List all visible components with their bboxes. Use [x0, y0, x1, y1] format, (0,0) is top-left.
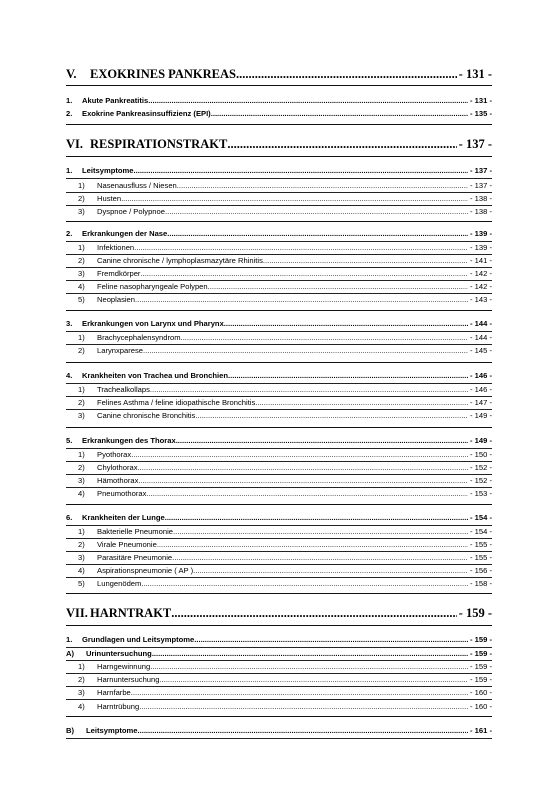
divider — [66, 156, 492, 157]
page-number: - 152 - — [470, 476, 492, 485]
dot-leader — [150, 661, 468, 673]
toc-item[interactable] — [66, 180, 492, 192]
toc-item[interactable] — [66, 674, 492, 686]
page-number: - 154 - — [470, 513, 492, 522]
entry-number: 2. — [66, 229, 73, 238]
page-number: - 146 - — [470, 385, 492, 394]
item-title: Harnuntersuchung — [97, 675, 160, 684]
dot-leader — [121, 193, 468, 205]
dot-leader — [165, 512, 468, 524]
toc-item[interactable] — [66, 565, 492, 577]
dot-leader — [135, 294, 468, 306]
dot-leader — [193, 565, 468, 577]
dot-leader — [140, 268, 468, 280]
dot-leader — [131, 687, 468, 699]
dot-leader — [227, 137, 456, 152]
dot-leader — [139, 701, 468, 713]
dot-leader — [194, 634, 468, 646]
toc-entry[interactable] — [66, 648, 492, 660]
toc-entry[interactable] — [66, 634, 492, 646]
item-number: 1) — [78, 181, 85, 190]
toc-item[interactable] — [66, 242, 492, 254]
dot-leader — [255, 397, 468, 409]
entry-number: B) — [66, 726, 75, 735]
dot-leader — [176, 435, 468, 447]
toc-item[interactable] — [66, 488, 492, 500]
toc-item[interactable] — [66, 255, 492, 267]
item-number: 2) — [78, 398, 85, 407]
entry-number: 6. — [66, 513, 73, 522]
item-title: Pneumothorax — [97, 489, 147, 498]
dot-leader — [138, 462, 469, 474]
divider — [66, 625, 492, 626]
toc-item[interactable] — [66, 384, 492, 396]
item-number: 2) — [78, 463, 85, 472]
toc-entry[interactable] — [66, 725, 492, 737]
page-number: - 159 - — [470, 635, 492, 644]
dot-leader — [152, 648, 468, 660]
item-number: 3) — [78, 269, 85, 278]
toc-entry[interactable] — [66, 228, 492, 240]
divider — [66, 124, 492, 125]
page-number: - 159 - — [470, 662, 492, 671]
item-title: Harnfarbe — [97, 688, 131, 697]
dot-leader — [167, 228, 468, 240]
item-number: 2) — [78, 346, 85, 355]
item-number: 4) — [78, 282, 85, 291]
page-number: - 159 - — [470, 649, 492, 658]
toc-item[interactable] — [66, 206, 492, 218]
item-title: Infektionen — [97, 243, 135, 252]
item-number: 1) — [78, 662, 85, 671]
item-number: 4) — [78, 489, 85, 498]
toc-item[interactable] — [66, 410, 492, 422]
item-number: 4) — [78, 566, 85, 575]
dot-leader — [224, 318, 468, 330]
page-number: - 160 - — [470, 702, 492, 711]
item-number: 5) — [78, 579, 85, 588]
divider — [66, 699, 492, 700]
entry-number: 4. — [66, 371, 73, 380]
divider — [66, 362, 492, 363]
toc-entry[interactable] — [66, 165, 492, 177]
toc-entry[interactable] — [66, 512, 492, 524]
dot-leader — [173, 526, 468, 538]
page-number: - 160 - — [470, 688, 492, 697]
item-title: Bakterielle Pneumonie — [97, 527, 173, 536]
entry-title: Krankheiten der Lunge — [82, 513, 165, 522]
page-number: - 149 - — [470, 411, 492, 420]
chapter-number: VI. — [66, 137, 84, 151]
toc-chapter-v[interactable] — [66, 67, 492, 82]
dot-leader — [141, 578, 468, 590]
item-title: Aspirationspneumonie ( AP ) — [97, 566, 194, 575]
item-number: 1) — [78, 450, 85, 459]
divider — [66, 738, 492, 739]
item-number: 2) — [78, 256, 85, 265]
page-number: - 153 - — [470, 489, 492, 498]
dot-leader — [137, 725, 468, 737]
item-title: Virale Pneumonie — [97, 540, 157, 549]
divider — [66, 310, 492, 311]
entry-title: Grundlagen und Leitsymptome — [82, 635, 195, 644]
item-title: Parasitäre Pneumonie — [97, 553, 173, 562]
item-number: 2) — [78, 675, 85, 684]
divider — [66, 427, 492, 428]
page-number: - 143 - — [470, 295, 492, 304]
item-number: 1) — [78, 333, 85, 342]
item-title: Feline nasopharyngeale Polypen — [97, 282, 208, 291]
item-title: Felines Asthma / feline idiopathische Bronchitis — [97, 398, 256, 407]
toc-item[interactable] — [66, 552, 492, 564]
divider — [66, 178, 492, 179]
divider — [66, 504, 492, 505]
page-number: - 139 - — [470, 243, 492, 252]
page-number: - 161 - — [470, 726, 492, 735]
dot-leader — [228, 370, 468, 382]
dot-leader — [159, 674, 468, 686]
toc-chapter-vi[interactable] — [66, 137, 492, 152]
entry-title: Krankheiten von Trachea und Bronchien — [82, 371, 228, 380]
page-number: - 137 - — [470, 181, 492, 190]
toc-chapter-vii[interactable] — [66, 606, 492, 621]
item-title: Brachycephalensyndrom — [97, 333, 181, 342]
toc-entry[interactable] — [66, 435, 492, 447]
chapter-title: HARNTRAKT — [90, 606, 172, 620]
toc-item[interactable] — [66, 332, 492, 344]
dot-leader — [146, 488, 468, 500]
page-number: - 159 - — [458, 606, 492, 620]
entry-number: A) — [66, 649, 75, 658]
page-number: - 142 - — [470, 269, 492, 278]
item-title: Fremdkörper — [97, 269, 141, 278]
dot-leader — [172, 552, 468, 564]
entry-number: 1. — [66, 96, 73, 105]
dot-leader — [150, 384, 468, 396]
toc-item[interactable] — [66, 449, 492, 461]
page-number: - 131 - — [458, 67, 492, 81]
item-number: 1) — [78, 243, 85, 252]
dot-leader — [148, 95, 468, 107]
dot-leader — [134, 242, 468, 254]
page-number: - 144 - — [470, 319, 492, 328]
divider — [66, 221, 492, 222]
toc-item[interactable] — [66, 397, 492, 409]
entry-title: Erkrankungen der Nase — [82, 229, 168, 238]
item-number: 1) — [78, 527, 85, 536]
item-title: Hämothorax — [97, 476, 139, 485]
entry-number: 1. — [66, 635, 73, 644]
page-number: - 138 - — [470, 194, 492, 203]
dot-leader — [211, 108, 468, 120]
entry-title: Leitsymptome — [82, 166, 134, 175]
dot-leader — [263, 255, 468, 267]
toc-item[interactable] — [66, 193, 492, 205]
page-number: - 141 - — [470, 256, 492, 265]
page-number: - 138 - — [470, 207, 492, 216]
item-title: Chylothorax — [97, 463, 138, 472]
toc-item[interactable] — [66, 345, 492, 357]
entry-number: 3. — [66, 319, 73, 328]
chapter-title: EXOKRINES PANKREAS — [90, 67, 236, 81]
page-number: - 145 - — [470, 346, 492, 355]
item-title: Pyothorax — [97, 450, 132, 459]
dot-leader — [171, 606, 456, 621]
page-number: - 149 - — [470, 436, 492, 445]
dot-leader — [165, 206, 468, 218]
dot-leader — [133, 165, 468, 177]
dot-leader — [131, 449, 468, 461]
page-number: - 144 - — [470, 333, 492, 342]
toc-entry[interactable] — [66, 370, 492, 382]
item-title: Harngewinnung — [97, 662, 151, 671]
item-title: Nasenausfluss / Niesen — [97, 181, 177, 190]
page-number: - 142 - — [470, 282, 492, 291]
toc-item[interactable] — [66, 475, 492, 487]
page-number: - 152 - — [470, 463, 492, 472]
entry-title: Leitsymptome — [86, 726, 138, 735]
page-number: - 155 - — [470, 540, 492, 549]
page-number: - 154 - — [470, 527, 492, 536]
page-number: - 150 - — [470, 450, 492, 459]
item-title: Larynxparese — [97, 346, 144, 355]
entry-number: 2. — [66, 109, 73, 118]
item-number: 3) — [78, 411, 85, 420]
toc-item[interactable] — [66, 281, 492, 293]
dot-leader — [143, 345, 468, 357]
entry-title: Exokrine Pankreasinsuffizienz (EPI) — [82, 109, 211, 118]
item-number: 4) — [78, 702, 85, 711]
page-number: - 147 - — [470, 398, 492, 407]
toc-item[interactable] — [66, 539, 492, 551]
toc-item[interactable] — [66, 661, 492, 673]
toc-entry[interactable] — [66, 95, 492, 107]
toc-item[interactable] — [66, 294, 492, 306]
entry-number: 1. — [66, 166, 73, 175]
toc-item[interactable] — [66, 462, 492, 474]
page-number: - 156 - — [470, 566, 492, 575]
entry-title: Urinuntersuchung — [86, 649, 152, 658]
toc-item[interactable] — [66, 687, 492, 699]
entry-number: 5. — [66, 436, 73, 445]
item-number: 3) — [78, 688, 85, 697]
item-number: 3) — [78, 207, 85, 216]
page-number: - 131 - — [470, 96, 492, 105]
divider — [66, 593, 492, 594]
item-title: Neoplasien — [97, 295, 135, 304]
chapter-number: V. — [66, 67, 77, 81]
dot-leader — [157, 539, 468, 551]
item-title: Dyspnoe / Polypnoe — [97, 207, 165, 216]
dot-leader — [195, 410, 468, 422]
item-title: Canine chronische / lymphoplasmazytäre Rhinitis — [97, 256, 263, 265]
item-number: 3) — [78, 553, 85, 562]
toc-item[interactable] — [66, 578, 492, 590]
page-number: - 158 - — [470, 579, 492, 588]
toc-item[interactable] — [66, 526, 492, 538]
item-number: 5) — [78, 295, 85, 304]
chapter-number: VII. — [66, 606, 88, 620]
toc-entry[interactable] — [66, 108, 492, 120]
chapter-title: RESPIRATIONSTRAKT — [90, 137, 228, 151]
dot-leader — [208, 281, 468, 293]
dot-leader — [138, 475, 468, 487]
item-title: Harntrübung — [97, 702, 140, 711]
item-title: Trachealkollaps — [97, 385, 150, 394]
item-title: Canine chronische Bronchitis — [97, 411, 196, 420]
item-number: 3) — [78, 476, 85, 485]
page-number: - 135 - — [470, 109, 492, 118]
item-number: 1) — [78, 385, 85, 394]
entry-title: Akute Pankreatitis — [82, 96, 149, 105]
item-title: Husten — [97, 194, 122, 203]
toc-entry[interactable] — [66, 318, 492, 330]
item-title: Lungenödem — [97, 579, 142, 588]
page-number: - 159 - — [470, 675, 492, 684]
divider — [66, 716, 492, 717]
page-number: - 137 - — [458, 137, 492, 151]
toc-item[interactable] — [66, 701, 492, 713]
item-number: 2) — [78, 194, 85, 203]
page-number: - 155 - — [470, 553, 492, 562]
entry-title: Erkrankungen des Thorax — [82, 436, 176, 445]
toc-item[interactable] — [66, 268, 492, 280]
dot-leader — [236, 67, 457, 82]
item-number: 2) — [78, 540, 85, 549]
dot-leader — [177, 180, 468, 192]
dot-leader — [181, 332, 468, 344]
divider — [66, 85, 492, 86]
page-number: - 146 - — [470, 371, 492, 380]
entry-title: Erkrankungen von Larynx und Pharynx — [82, 319, 224, 328]
page-number: - 137 - — [470, 166, 492, 175]
page-number: - 139 - — [470, 229, 492, 238]
